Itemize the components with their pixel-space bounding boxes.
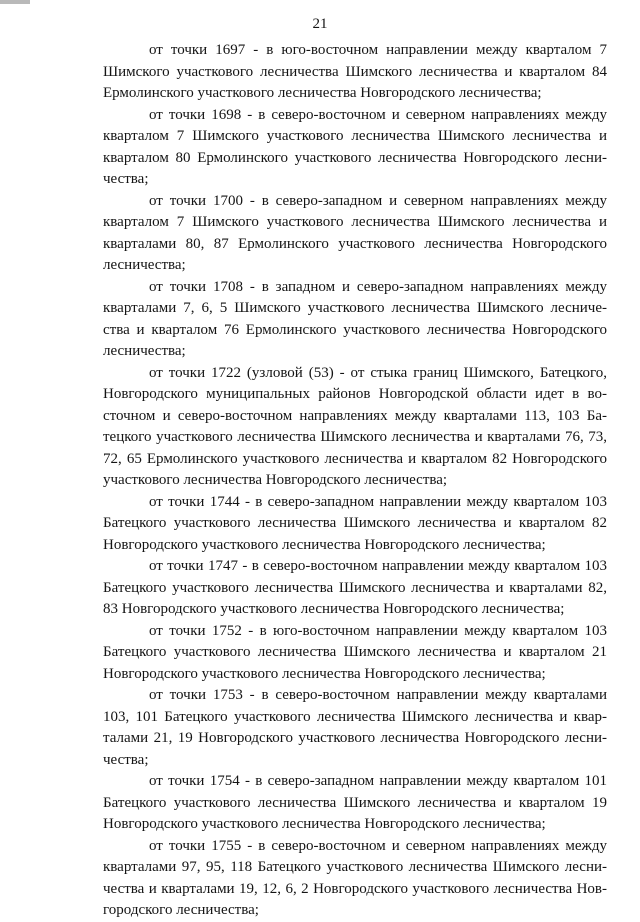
text-line: от точки 1697 - в юго-восточном направлении между кварталом 7 <box>149 42 607 58</box>
text-line: Шимского участкового лесничества Шимского лесничества и кварталом 84 <box>103 63 607 80</box>
text-line: кварталами 80, 87 Ермолинского участкового лесничества Новгородского <box>103 235 607 252</box>
text-line: Батецкого участкового лесничества Шимского лесничества и кварталом 21 <box>103 644 607 660</box>
text-line: от точки 1752 - в юго-восточном направлении между кварталом 103 <box>149 622 607 639</box>
text-line: сточном и северо-восточном направлениях между кварталами 113, 103 Ба- <box>103 407 607 424</box>
text-line: кварталами 7, 6, 5 Шимского участкового лесничества Шимского лесниче- <box>103 300 607 316</box>
text-line: кварталом 7 Шимского участкового лесничества Шимского лесничества и <box>103 128 607 144</box>
text-line: 103, 101 Батецкого участкового лесничества Шимского лесничества и квар- <box>103 708 607 725</box>
boundary-paragraph <box>103 492 607 557</box>
text-line: Новгородского участкового лесничества Новгородского лесничества; <box>103 536 546 553</box>
boundary-paragraph <box>103 277 607 363</box>
text-line: от точки 1722 (узловой (53) - от стыка границ Шимского, Батецкого, <box>149 364 607 381</box>
scan-edge-mark <box>0 0 30 4</box>
text-line: кварталом 7 Шимского участкового лесничества Шимского лесничества и <box>103 214 607 230</box>
text-line: чества; <box>103 751 149 768</box>
boundary-paragraph <box>103 363 607 492</box>
text-line: от точки 1755 - в северо-восточном и северном направлениях между <box>149 837 607 854</box>
text-line: чества; <box>103 171 149 187</box>
text-line: от точки 1708 - в западном и северо-западном направлениях между <box>149 278 607 295</box>
boundary-paragraph <box>103 40 607 105</box>
text-line: тецкого участкового лесничества Шимского лесничества и кварталами 76, 73, <box>103 429 607 445</box>
text-line: Ермолинского участкового лесничества Новгородского лесничества; <box>103 85 542 101</box>
text-line: от точки 1700 - в северо-западном и северном направлениях между <box>149 192 607 209</box>
text-line: Батецкого участкового лесничества Шимского лесничества и кварталом 82 <box>103 515 607 531</box>
text-line: 72, 65 Ермолинского участкового лесничества и кварталом 82 Новгородского <box>103 450 607 467</box>
text-line: от точки 1754 - в северо-западном направлении между кварталом 101 <box>149 773 607 789</box>
text-line: 83 Новгородского участкового лесничества Новгородского лесничества; <box>103 601 565 617</box>
boundary-paragraph <box>103 621 607 686</box>
text-line: Батецкого участкового лесничества Шимского лесничества и кварталами 82, <box>103 579 607 596</box>
boundary-paragraph <box>103 191 607 277</box>
text-line: от точки 1698 - в северо-восточном и северном направлениях между <box>149 106 607 123</box>
boundary-paragraph <box>103 771 607 836</box>
text-line: городского лесничества; <box>103 902 259 918</box>
document-body <box>103 40 607 922</box>
page-number: 21 <box>312 16 328 32</box>
text-line: ства и кварталом 76 Ермолинского участкового лесничества Новгородского <box>103 321 607 338</box>
boundary-paragraph <box>103 105 607 191</box>
text-line: участкового лесничества Новгородского лесничества; <box>103 472 448 488</box>
text-line: от точки 1744 - в северо-западном направлении между кварталом 103 <box>149 493 607 510</box>
text-line: Батецкого участкового лесничества Шимского лесничества и кварталом 19 <box>103 794 607 811</box>
text-line: Новгородского участкового лесничества Новгородского лесничества; <box>103 665 546 682</box>
text-line: талами 21, 19 Новгородского участкового лесничества Новгородского лесни- <box>103 730 607 746</box>
text-line: кварталом 80 Ермолинского участкового лесничества Новгородского лесни- <box>103 149 607 166</box>
text-line: лесничества; <box>103 257 186 273</box>
text-line: Новгородского муниципальных районов Новгородской области идет в во- <box>103 386 607 402</box>
text-line: кварталами 97, 95, 118 Батецкого участкового лесничества Шимского лесни- <box>103 859 607 875</box>
boundary-paragraph <box>103 556 607 621</box>
text-line: лесничества; <box>103 343 186 359</box>
text-line: от точки 1753 - в северо-восточном направлении между кварталами <box>149 687 607 703</box>
text-line: от точки 1747 - в северо-восточном направлении между кварталом 103 <box>149 558 607 574</box>
boundary-paragraph <box>103 685 607 771</box>
text-line: Новгородского участкового лесничества Новгородского лесничества; <box>103 816 546 832</box>
boundary-paragraph <box>103 836 607 922</box>
text-line: чества и кварталами 19, 12, 6, 2 Новгородского участкового лесничества Нов- <box>103 880 607 897</box>
